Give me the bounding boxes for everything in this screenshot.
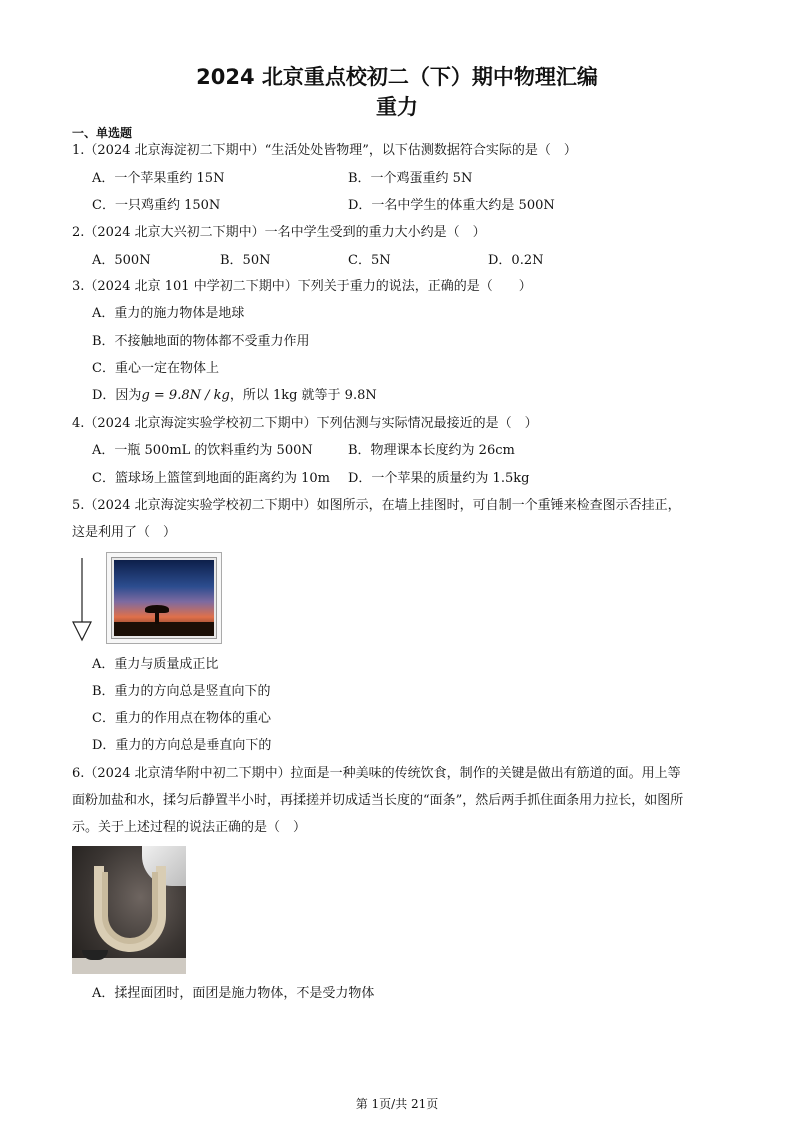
page-title: 2024 北京重点校初二（下）期中物理汇编	[196, 65, 598, 89]
framed-picture-image	[106, 552, 222, 644]
question-2-option-b: B．50N	[220, 253, 271, 268]
page-subtitle: 重力	[376, 95, 418, 119]
question-5-option-c: C．重力的作用点在物体的重心	[92, 711, 271, 726]
question-5-option-a: A．重力与质量成正比	[92, 657, 219, 672]
question-4-option-a: A．一瓶 500mL 的饮料重约为 500N	[92, 443, 313, 458]
question-4-option-c: C．篮球场上篮筐到地面的距离约为 10m	[92, 471, 330, 486]
hand-pulled-noodle-image	[72, 846, 186, 974]
question-3-option-c: C．重心一定在物体上	[92, 361, 219, 376]
page-footer: 第 1页/共 21页	[355, 1097, 439, 1111]
question-3-stem: 3.（2024 北京 101 中学初二下期中）下列关于重力的说法，正确的是（ ）	[72, 279, 532, 294]
question-6-stem-line-2: 面粉加盐和水，揉匀后静置半小时，再揉搓并切成适当长度的“面条”，然后两手抓住面条用力拉长，如图所	[72, 793, 684, 808]
question-3-option-d	[92, 387, 377, 405]
gravity-formula: g = 9.8N / kg	[141, 388, 230, 403]
question-6-stem-line-3: 示。关于上述过程的说法正确的是（ ）	[72, 820, 307, 835]
question-5-stem-line-2: 这是利用了（ ）	[72, 525, 177, 540]
question-2-option-d: D．0.2N	[488, 253, 544, 268]
question-5-option-b: B．重力的方向总是竖直向下的	[92, 684, 271, 699]
question-1-stem: 1.（2024 北京海淀初二下期中）“生活处处皆物理”，以下估测数据符合实际的是（ ）	[72, 143, 577, 158]
section-heading: 一、单选题	[72, 126, 133, 140]
question-2-option-c: C．5N	[348, 253, 391, 268]
question-4-stem: 4.（2024 北京海淀实验学校初二下期中）下列估测与实际情况最接近的是（ ）	[72, 416, 538, 431]
question-6-stem-line-1: 6.（2024 北京清华附中初二下期中）拉面是一种美味的传统饮食，制作的关键是做出有筋道的面。用上等	[72, 766, 681, 781]
question-2-stem: 2.（2024 北京大兴初二下期中）一名中学生受到的重力大小约是（ ）	[72, 225, 486, 240]
question-1-option-d: D．一名中学生的体重大约是 500N	[348, 198, 555, 213]
question-3-option-a: A．重力的施力物体是地球	[92, 306, 245, 321]
question-6-option-a: A．揉捏面团时，面团是施力物体，不是受力物体	[92, 986, 375, 1001]
plumb-bob-icon	[70, 558, 94, 644]
question-2-option-a: A．500N	[92, 253, 151, 268]
question-3-option-d-suffix: ，所以 1kg 就等于 9.8N	[229, 388, 377, 403]
question-1-option-b: B．一个鸡蛋重约 5N	[348, 171, 473, 186]
question-1-option-a: A．一个苹果重约 15N	[92, 171, 225, 186]
question-5-option-d: D．重力的方向总是垂直向下的	[92, 738, 272, 753]
question-4-option-d: D．一个苹果的质量约为 1.5kg	[348, 471, 530, 486]
question-4-option-b: B．物理课本长度约为 26cm	[348, 443, 515, 458]
question-3-option-b: B．不接触地面的物体都不受重力作用	[92, 334, 310, 349]
question-5-stem-line-1: 5.（2024 北京海淀实验学校初二下期中）如图所示，在墙上挂图时，可自制一个重锤来检查图示否挂正，	[72, 498, 681, 513]
question-3-option-d-prefix: D．因为	[92, 388, 142, 403]
question-1-option-c: C．一只鸡重约 150N	[92, 198, 221, 213]
